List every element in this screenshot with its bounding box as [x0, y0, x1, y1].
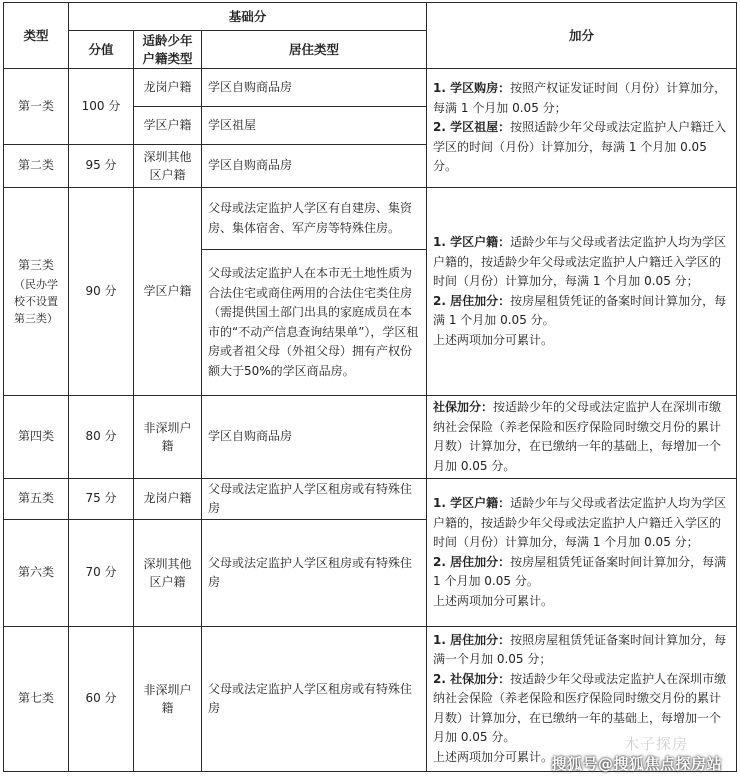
header-residence-type: 居住类型 [202, 31, 427, 69]
bonus-keyword: 社保加分： [433, 400, 494, 414]
table-row [4, 396, 737, 479]
bonus-keyword: 2. 居住加分： [433, 293, 511, 308]
bonus-cell [427, 69, 737, 188]
residence-cell: 学区祖屋 [202, 107, 427, 145]
residence-cell: 父母或法定监护人学区租房或有特殊住房 [202, 627, 427, 772]
hukou-cell: 龙岗户籍 [134, 479, 202, 520]
table-row [4, 69, 737, 107]
bonus-text: 适龄少年与父母或者法定监护人均为学区户籍的，按适龄少年父母或法定监护人户籍迁入学区的时间（月份）计算加分，每满 1 个月加 0.05 分； [433, 496, 727, 549]
header-score: 分值 [69, 31, 134, 69]
score-cell: 60 分 [69, 627, 134, 772]
score-cell: 90 分 [69, 188, 134, 396]
type-note: （民办学校不设置第三类） [14, 277, 58, 325]
bonus-cell [427, 627, 737, 772]
hukou-cell: 学区户籍 [134, 188, 202, 396]
score-cell: 70 分 [69, 520, 134, 627]
hukou-cell: 非深圳户籍 [134, 396, 202, 479]
bonus-keyword: 1. 居住加分： [433, 632, 511, 647]
bonus-cell [427, 188, 737, 396]
bonus-note: 上述两项加分可累计。 [433, 332, 554, 347]
admission-score-table [3, 2, 737, 772]
bonus-text: 按房屋租赁凭证备案时间计算加分，每满 1 个月加 0.05 分。 [433, 554, 727, 588]
residence-cell: 父母或法定监护人在本市无土地性质为合法住宅或商住两用的合法住宅类住房（需提供国土部门出具的家庭成员在本市的“不动产信息查询结果单”），学区租房或者祖父母（外祖父母）拥有产权份额大于50%的学区商品房。 [202, 250, 427, 396]
hukou-cell: 学区户籍 [134, 107, 202, 145]
hukou-cell: 非深圳户籍 [134, 627, 202, 772]
residence-cell: 父母或法定监护人学区租房或有特殊住房 [202, 520, 427, 627]
bonus-cell [427, 479, 737, 627]
score-cell: 75 分 [69, 479, 134, 520]
type-cell: 第一类 [4, 69, 69, 145]
residence-cell: 父母或法定监护人学区租房或有特殊住房 [202, 479, 427, 520]
type-cell [4, 188, 69, 396]
score-cell: 95 分 [69, 145, 134, 188]
bonus-keyword: 1. 学区购房： [433, 81, 511, 96]
bonus-text: 按适龄少年父母或法定监护人在深圳市缴纳社会保险（养老保险和医疗保险同时缴交月份的累计月数）计算加分，在已缴纳一年的基础上，每增加一个月加 0.05 分。 [433, 671, 727, 745]
header-bonus: 加分 [427, 3, 737, 69]
score-cell: 80 分 [69, 396, 134, 479]
bonus-note: 上述两项加分可累计。 [433, 749, 554, 764]
hukou-cell: 深圳其他区户籍 [134, 145, 202, 188]
bonus-text: 按适龄少年的父母或法定监护人在深圳市缴纳社会保险（养老保险和医疗保险同时缴交月份的累计月数）计算加分，在已缴纳一年的基础上，每增加一个月加 0.05 分。 [433, 400, 722, 473]
header-type: 类型 [4, 3, 69, 69]
bonus-text: 按照产权证发证时间（月份）计算加分，每满 1 个月加 0.05 分； [433, 81, 727, 115]
residence-cell: 父母或法定监护人学区有自建房、集资房、集体宿舍、军产房等特殊住房。 [202, 188, 427, 250]
hukou-cell: 深圳其他区户籍 [134, 520, 202, 627]
type-cell: 第六类 [4, 520, 69, 627]
watermark-faint: 木子探房 [623, 735, 688, 753]
bonus-keyword: 2. 学区祖屋： [433, 120, 511, 135]
bonus-text: 按照房屋租赁凭证备案时间计算加分，每满一个月加 0.05 分； [433, 632, 727, 667]
bonus-text: 适龄少年与父母或者法定监护人均为学区户籍的，按适龄少年父母或法定监护人户籍迁入学区的时间（月份）计算加分，每满 1 个月加 0.05 分； [433, 235, 727, 288]
type-cell: 第七类 [4, 627, 69, 772]
residence-cell: 学区自购商品房 [202, 145, 427, 188]
bonus-keyword: 2. 居住加分： [433, 554, 511, 569]
score-cell: 100 分 [69, 69, 134, 145]
hukou-cell: 龙岗户籍 [134, 69, 202, 107]
bonus-keyword: 1. 学区户籍： [433, 496, 511, 510]
bonus-cell [427, 396, 737, 479]
bonus-keyword: 1. 学区户籍： [433, 235, 511, 249]
table-row [4, 188, 737, 250]
bonus-keyword: 2. 社保加分： [433, 671, 511, 686]
watermark: 搜狐号@搜狐焦点探房站 [551, 755, 722, 773]
header-base-score: 基础分 [69, 3, 427, 31]
bonus-note: 上述两项加分可累计。 [433, 593, 554, 608]
bonus-text: 按房屋租赁凭证的备案时间计算加分，每满 1 个月加 0.05 分。 [433, 293, 727, 327]
residence-cell: 学区自购商品房 [202, 69, 427, 107]
residence-cell: 学区自购商品房 [202, 396, 427, 479]
type-cell: 第五类 [4, 479, 69, 520]
type-cell: 第二类 [4, 145, 69, 188]
bonus-text: 按照适龄少年父母或法定监护人户籍迁入学区的时间（月份）计算加分，每满 1 个月加 0.05 分。 [433, 120, 727, 174]
table-row [4, 479, 737, 520]
type-main: 第三类 [17, 258, 54, 273]
type-cell: 第四类 [4, 396, 69, 479]
header-hukou-type: 适龄少年户籍类型 [134, 31, 202, 69]
